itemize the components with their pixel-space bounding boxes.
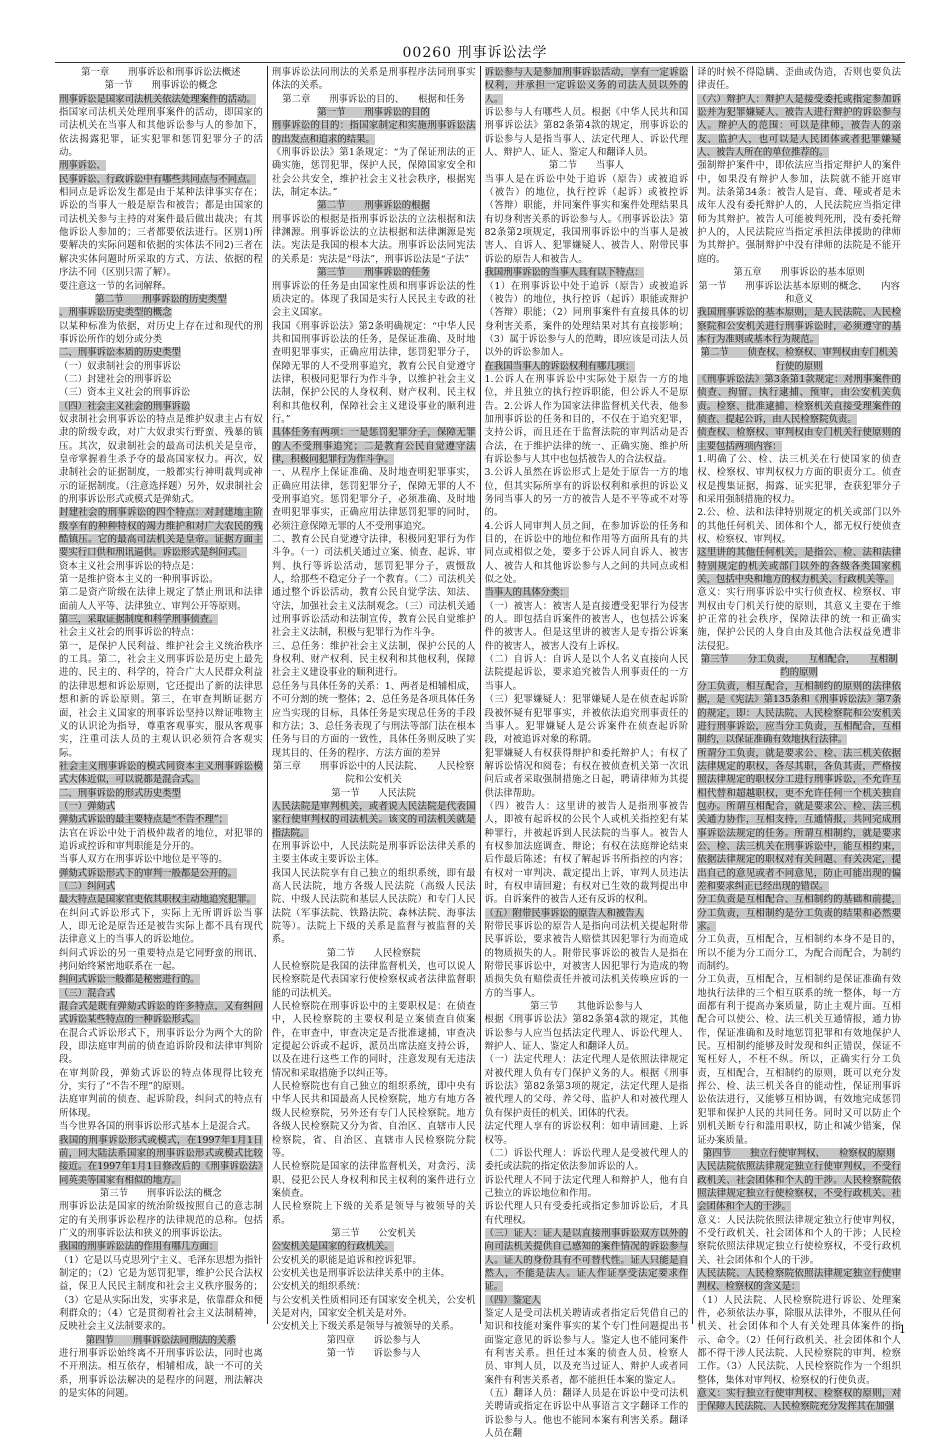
paragraph: 刑事诉讼的根据是指刑事诉讼法的立法根据和法律渊源。刑事诉讼法的立法根据和法律渊源是宪法。宪法是我国的根本大法。刑事诉讼法同宪法的关系是：宪法是“母法”，刑事诉讼法是“子法” xyxy=(271,213,476,265)
paragraph: 人民检察院在刑事诉讼中的主要职权是：在侦查中，人民检察院的主要权利是立案侦查自侦案件，在审查中，审查决定是否批准逮捕，审查决定提起公诉或不起诉，派员出席法庭支持公诉，以及在进行这些工作的同时，注意发现有无违法情况和采取措施予以纠正等。 xyxy=(271,1001,476,1079)
section-heading xyxy=(59,293,263,306)
paragraph xyxy=(59,306,263,319)
paragraph: 二、教育公民自觉遵守法律，积极同犯罪行为作斗争。（一）司法机关通过立案、侦查、起诉、审判、执行等诉讼活动，惩罚犯罪分子，震慑敌人，给那些不稳定分子一个教育。（二）司法机关通过整个诉讼活动，教育公民自觉学法、知法、守法，加强社会主义法制观念。（三）司法机关通过刑事诉讼活动和法制宣传，教育公民自觉维护社会主义法制，积极与犯罪行为作斗争。 xyxy=(271,534,476,639)
highlighted-text: 民事诉讼、行政诉讼中有哪些共同点与不同点。 xyxy=(59,173,256,185)
paragraph: 人民检察院是我国的法律监督机关，也可以说人民检察院是代表国家行使检察权或者法律监督职能的司法机关。 xyxy=(271,961,476,999)
paragraph: 鉴定人是受司法机关聘请或者指定后凭借自己的知识和技能对案件事实的某个专门性问题提出书面鉴定意见的诉讼参与人。鉴定人也不能同案件有利害关系。担任过本案的侦查人员、检察人员、审判人员，以及充当过证人、辩护人或者同案件有利害关系者，都不能担任本案的鉴定人。 xyxy=(484,1307,689,1386)
highlighted-text: 分工负责是互相配合、互相制约的基础和前提，分工负责，互相制约是分工负责的结果和必然要求。 xyxy=(697,894,901,932)
section-heading xyxy=(697,346,901,373)
highlighted-text: 公安机关是国家的行政机关。 xyxy=(271,1241,394,1253)
paragraph xyxy=(59,893,263,906)
highlighted-text: 侦查权、检察权、审判权由专门机关行使原则的主要包括两项内容： xyxy=(697,427,901,452)
paragraph xyxy=(59,813,263,826)
paragraph: 当事人是在诉讼中处于追诉（原告）或被追诉（被告）的地位，执行控诉（起诉）或被控诉（答辩）职能，并同案件事实和案件处理结果具有切身利害关系的诉讼参与人。《刑事诉讼法》第82条第2项规定，我国刑事诉讼中的当事人是被害人、自诉人、犯罪嫌疑人、被告人、附带民事诉讼的原告人和被告人。 xyxy=(484,173,689,265)
paragraph: 1.公诉人在刑事诉讼中实际处于原告一方的地位，并且独立的执行控诉职能，但公诉人不是原告。2.公诉人作为国家法律监督机关代表，他参加刑事诉讼的任务和目的，不仅在于追究犯罪，支持公诉，而且还在于监督法院的审判活动是否合法，在于维护法律的统一、正确实施、维护所有诉讼参与人其中也包括被告人的合法权益。 xyxy=(484,373,689,465)
highlighted-text: 第二节 刑事诉讼的历史类型 xyxy=(95,293,227,305)
section-heading xyxy=(697,653,901,680)
highlighted-text: 人民法院、人民检察院依照法律规定独立行使审判权、检察权的含义是： xyxy=(697,1267,901,1293)
section-heading: 第二节 人民检察院 xyxy=(326,947,421,959)
paragraph xyxy=(59,787,263,800)
paragraph: 在刑事诉讼中，人民法院是刑事诉讼法律关系的主要主体或主要诉讼主体。 xyxy=(271,840,476,866)
paragraph: 意义：实行刑事诉讼中实行侦查权、检察权、审判权由专门机关行使的原则，其意义主要在于维护正常的社会秩序，保障法律的统一和正确实施，保护公民的人身自由及其他合法权益免遭非法侵犯。 xyxy=(697,587,901,652)
highlighted-text: 当事人的具体分类： xyxy=(484,587,569,599)
section-heading: 第一章 刑事诉讼和刑事诉讼法概述 xyxy=(81,67,241,78)
highlighted-text: 第一节 刑事诉讼的目的 xyxy=(317,107,430,119)
highlighted-text: 在我国当事人的诉讼权利有哪几项： xyxy=(484,360,635,372)
column-1 xyxy=(55,66,268,1400)
paragraph: 人民检察院上下级的关系是领导与被领导的关系。 xyxy=(271,1201,476,1226)
paragraph xyxy=(485,360,689,373)
paragraph: 刑事诉讼的任务是由国家性质和刑事诉讼法的性质决定的。体现了我国是实行人民民主专政的社会主义国家。 xyxy=(271,280,476,319)
section-heading xyxy=(272,199,476,212)
paragraph: 分工负责，互相配合，互相制约本身不是目的，所以不能为分工而分工，为配合而配合，为制约而制约。 xyxy=(697,934,901,973)
section-heading xyxy=(272,266,476,279)
paragraph: 意义：人民法院依照法律规定独立行使审判权，不受行政机关、社会团体和个人的干涉；人民检察院依照法律规定独立行使检察权，不受行政机关、社会团体和个人的干涉。 xyxy=(697,1214,901,1266)
section-heading: 第一节 诉讼参与人 xyxy=(326,1348,421,1359)
highlighted-text: 二、刑事诉讼本质的历史类型 xyxy=(59,347,181,359)
paragraph: 资本主义社会刑事诉讼的特点是： xyxy=(59,560,200,572)
paragraph: 公安机关上下级关系是领导与被领导的关系。 xyxy=(271,1321,460,1333)
paragraph: 我国《刑事诉讼法》第2条明确规定：“中华人民共和国刑事诉讼法的任务，是保证准确、及时地查明犯罪事实，正确应用法律，惩罚犯罪分子，保障无罪的人不受刑事追究，教育公民自觉遵守法律，积极同犯罪行为作斗争，以维护社会主义法制，保护公民的人身权利、财产权利、民主权利和其他权利，保障社会主义建设事业的顺利进行。” xyxy=(271,320,476,425)
highlighted-text: 最大特点是国家官吏依其职权主动地追究犯罪。 xyxy=(59,894,256,906)
paragraph: 我国人民法院享有自己独立的组织系统，即有最高人民法院，地方各级人民法院（高级人民法院、中级人民法院和基层人民法院）和专门人民法院（军事法院、铁路法院、森林法院、海事法院等）。法院上下级的关系是监督与被监督的关系。 xyxy=(271,867,476,946)
paragraph: （1）人民法院、人民检察院进行诉讼、处理案件，必须依法办事，除服从法律外，不服从任何机关、社会团体和个人有关处理具体案件的指示、命令。（2）任何行政机关、社会团体和个人都不得干涉人民法院、人民检察院的审判、检察工作。（3）人民法院、人民检察院作为一个组织整体，集体对审判权、检察权的行使负责。 xyxy=(697,1294,901,1386)
paragraph xyxy=(59,1134,263,1187)
highlighted-text: 第二节 侦查权、检察权、审判权由专门机关行使的原则 xyxy=(700,347,898,372)
paragraph: （一）法定代理人：法定代理人是依照法律规定对被代理人负有专门保护义务的人。根据《刑事诉讼法》第82条第3项的规定，法定代理人是指被代理人的父母、养父母、监护人和对被代理人负有保护责任的机关、团体的代表。 xyxy=(484,1054,689,1119)
paragraph: 公安机关的组织系统： xyxy=(271,1281,366,1293)
paragraph: 第一是维护资本主义的一种刑事诉讼。 xyxy=(59,574,219,586)
page-number: 1 xyxy=(899,1323,906,1336)
highlighted-text: 我国刑事诉讼的基本原则，是人民法院、人民检察院和公安机关进行刑事诉讼时，必须遵守的基本行为准则或基本行为规范。 xyxy=(697,307,901,345)
paragraph: 指国家司法机关处理刑事案件的活动，即国家的司法机关在当事人和其他诉讼参与人的参加下，依法揭露犯罪，证实犯罪和惩罚犯罪分子的活动。 xyxy=(59,107,263,159)
column-2 xyxy=(268,66,481,1359)
paragraph: 诉讼代理人只有受委托或指定参加诉讼后，才具有代理权。 xyxy=(484,1201,689,1226)
paragraph: 法定代理人享有的诉讼权利：如申请回避、上诉权等。 xyxy=(484,1121,689,1146)
paragraph xyxy=(59,346,263,359)
paragraph xyxy=(59,1000,263,1027)
highlighted-text: 人民法院依照法律规定独立行使审判权，不受行政机关、社会团体和个人的干涉。人民检察院依照法律规定独立行使检察权，不受行政机关、社会团体和个人的干涉。 xyxy=(697,1161,901,1213)
paragraph: 总任务与具体任务的关系：1、两者是相辅相成，不可分割的统一整体；2、总任务是各项具体任务应当实现的目标，具体任务是实现总任务的手段和方法；3、总任务表现了与刑法等部门法在根本任务与目的方面的一致性，具体任务则反映了实现其目的、任务的程序、方法方面的差异 xyxy=(271,680,476,759)
highlighted-text: 封建社会的刑事诉讼的四个特点：对封建地主阶级享有的种种特权的竭力维护和对广大农民的残酷镇压。它的最高司法机关是皇帝。证据方面主要实行口供和刑讯逼供。诉讼形式是纠问式。 xyxy=(59,507,263,559)
highlighted-text: 第三，采取证据制度和科学刑事侦查。 xyxy=(59,614,219,626)
paragraph: （三）犯罪嫌疑人：犯罪嫌疑人是在侦查起诉阶段被怀疑有犯罪事实，并被依法追究刑事责任的当事人。犯罪嫌疑人是公诉案件在侦查起诉阶段，对被追诉对象的称谓。 xyxy=(484,694,689,746)
paragraph: 公安机关也是刑事诉讼法律关系中的主体。 xyxy=(271,1267,450,1279)
section-heading: 第一节 刑事诉讼法基本原则的概念、 内容和意义 xyxy=(698,280,900,305)
paragraph: 在纠问式诉讼形式下，实际上无所谓诉讼当事人，即无论是原告还是被告实际上都不具有现代法律意义上的当事人的诉讼地位。 xyxy=(59,907,263,946)
highlighted-text: 我国的刑事诉讼形式或模式，在1997年1月1日前，同大陆法系国家的刑事诉讼形式或模式比较接近。在1997年1月1日修改后的《刑事诉讼法》同英美等国家有相似的地方。 xyxy=(59,1134,263,1186)
paragraph: 纠问式诉讼的另一重要特点是它同野蛮的刑讯、拷问始终紧密地联系在一起。 xyxy=(59,947,263,973)
highlighted-text: 《刑事诉讼法》第3条第1款规定：对刑事案件的侦查、拘留、执行逮捕、预审，由公安机关负责。检察、批准逮捕、检察机关直接受理案件的侦查、提起公诉，由人民检察院负责。 xyxy=(697,373,901,425)
header-rule xyxy=(55,62,905,63)
paragraph: 公安机关的职能是追诉和控诉犯罪。 xyxy=(271,1254,422,1266)
highlighted-text: 我国的刑事诉讼法的作用有哪几方面： xyxy=(59,1241,219,1253)
paragraph: 第一，是保护人民利益、维护社会主义统治秩序的工具。第二，社会主义刑事诉讼是历史上最先进的、民主的、科学的，符合广大人民群众利益的法律思想和诉讼原则，它还提出了新的法律思想和新的诉讼原则。第三，在审查判断证据方面，社会主义国家的刑事诉讼坚持以辩证唯物主义的认识论为指导，尊重客观事实，服从客观事实，注重司法人员的主观认识必须符合客观实际。 xyxy=(59,640,263,759)
section-heading xyxy=(697,1147,901,1160)
paragraph: （二）封建社会的刑事诉讼 xyxy=(59,373,172,385)
paragraph xyxy=(59,867,263,880)
highlighted-text: 二、刑事诉讼的形式历史类型 xyxy=(59,787,181,799)
highlighted-text: （三）证人：证人是以直接刑事诉讼双方以外的向司法机关提供自己感知的案件情况的诉讼参与人。证人的身份具有不可替代性。证人只能是自然人，不能是法人。证人作证享受法定要求作证。 xyxy=(484,1227,689,1293)
paragraph: 附带民事诉讼的原告人是指向司法机关提起附带民事诉讼，要求被告人赔偿其因犯罪行为而造成的物质损失的人。附带民事诉讼的被告人是指在附带民事诉讼中，对被害人因犯罪行为造成的物质损失负有赔偿责任并被司法机关传唤应诉的一方的当事人。 xyxy=(484,921,689,999)
section-heading: 第三节 公安机关 xyxy=(331,1227,416,1239)
paragraph xyxy=(59,159,263,172)
paragraph: 分工负责，互相配合，互相制约是保证准确有效地执行法律的三个相互联系的统一整体，每一方面都有利于提高办案质量，防止主观片面。互相配合可以使公、检、法三机关互通情报，通力协作，保证准确和及时地惩罚犯罪和有效地保护人民。互相制约能够及时发现和纠正错误，保证不冤枉好人，不枉不纵。所以，正确实行分工负责，互相配合，互相制约的原则，既可以充分发挥公、检、法三机关各自的能动性，保证刑事诉讼依法进行，又能够互相协调，有效地完成惩罚犯罪和保护人民的共同任务。同时又可以防止个别机关断专行和滥用职权，防止和减少错案，保证办案质量。 xyxy=(697,974,901,1146)
paragraph: 法庭审判前的侦查、起诉阶段，纠问式的特点有所体现。 xyxy=(59,1094,263,1119)
paragraph: 在混合式诉讼形式下，刑事诉讼分为两个大的阶段，即法庭审判前的侦查追诉阶段和法律审判阶段。 xyxy=(59,1027,263,1066)
paragraph: 1.明确了公、检、法三机关在行使国家的侦查权、检察权、审判权权力方面的职责分工。侦查权是搜集证据，揭露、证实犯罪，查获犯罪分子和采用强制措施的权力。 xyxy=(697,453,901,505)
paragraph: 要注意这一节的名词解释。 xyxy=(59,280,172,292)
highlighted-text: 弹劾式诉讼形式下的审判一般都是公开的。 xyxy=(59,867,238,879)
section-heading: 第三节 刑事诉讼法的概念 xyxy=(99,1187,222,1199)
column-4 xyxy=(693,66,905,1413)
highlighted-text: 第四节 刑事诉讼法同刑法的关系 xyxy=(85,1334,236,1346)
highlighted-text: （四）鉴定人 xyxy=(484,1294,541,1306)
paragraph: 法官在诉讼中处于消极仲裁者的地位，对犯罪的追诉或控诉和审判职能是分开的。 xyxy=(59,827,263,852)
paragraph xyxy=(59,93,263,106)
section-heading: 第三章 刑事诉讼中的人民法院、 人民检察院和公安机关 xyxy=(272,760,475,786)
paragraph: （一）奴隶制社会的刑事诉讼 xyxy=(59,360,181,372)
paragraph xyxy=(59,506,263,559)
highlighted-text: 社会主义刑事诉讼的模式同资本主义刑事诉讼模式大体近似，可以说都是混合式。 xyxy=(59,760,263,786)
paragraph: 第二是资产阶级在法律上规定了禁止刑讯和法律面前人人平等、法律独立、审判公开等原则。 xyxy=(59,587,263,612)
paragraph: （一）被害人：被害人是直接遭受犯罪行为侵害的人。即包括自诉案件的被害人，也包括公诉案件的被害人。但是这里讲的被害人是专指公诉案件的被害人，被害人没有上诉权。 xyxy=(484,600,689,652)
section-heading: 第一节 刑事诉讼的概念 xyxy=(104,80,218,92)
paragraph: 4.公诉人同审判人员之间，在参加诉讼的任务和目的，在诉讼中的地位和作用等方面所具有的共同点或相似之处，要多于公诉人同自诉人、被害人、被告人和其他诉讼参与人之间的共同点或相似之处。 xyxy=(484,520,689,586)
paragraph: （四）被告人：这里讲的被告人是指刑事被告人，即被有起诉权的公民个人或机关指控犯有某种罪行，并被起诉到人民法院的当事人。被告人有权参加法庭调查、辩论；有权在法庭辩论结束后作最后陈述；有权了解起诉书所指控的内容；有权对一审判决、裁定提出上诉，审判人员违法时，有权申请回避；有权对已生效的裁判提出申诉。自诉案件的被告人还有反诉的权利。 xyxy=(484,800,689,906)
highlighted-text: 具体任务有两项：一是惩罚犯罪分子，保障无罪的人不受刑事追究；二是教育公民自觉遵守法律，积极同犯罪行为作斗争。 xyxy=(271,427,476,465)
paragraph xyxy=(485,586,689,599)
highlighted-text: 混合式是既有弹劾式诉讼的许多特点，又有纠问式诉讼某些特点的一种诉讼形式。 xyxy=(59,1001,263,1026)
paragraph xyxy=(59,1240,263,1253)
paragraph: 进行刑事诉讼始终离不开刑事诉讼法，同时也离不开刑法。相互依存，相辅相成，缺一不可的关系，刑事诉讼法解决的是程序的问题，刑法解决的是实体的问题。 xyxy=(59,1348,263,1400)
paragraph: （三）资本主义社会的刑事诉讼 xyxy=(59,387,191,399)
section-heading: 第二节 当事人 xyxy=(548,160,624,172)
highlighted-text: 第三节 分工负责， 互相配合， 互相制约的原则 xyxy=(700,654,898,679)
paragraph xyxy=(485,907,689,920)
paragraph xyxy=(697,373,901,426)
paragraph: 犯罪嫌疑人有权获得辩护和委托辩护人；有权了解诉讼情况和阅卷；有权在被侦查机关第一次讯问后或者采取强制措施之日起，聘请律师为其提供法律帮助。 xyxy=(484,747,689,799)
highlighted-text: 第三节 刑事诉讼的任务 xyxy=(317,267,430,279)
paragraph: （五）翻译人员：翻译人员是在诉讼中受司法机关聘请或指定在诉讼中从事语言文字翻译工作的诉讼参与人。他也不能同本案有利害关系。翻译人员在翻 xyxy=(484,1388,689,1440)
paragraph xyxy=(59,173,263,186)
section-heading xyxy=(272,106,476,119)
highlighted-text: 刑事诉讼的目的：指国家制定和实施刑事诉讼法的出发点和追求的结果。 xyxy=(271,120,476,145)
paragraph xyxy=(697,893,901,933)
paragraph xyxy=(59,973,263,986)
highlighted-text: （二）纠问式 xyxy=(59,880,116,892)
paragraph: 刑事诉讼法同刑法的关系是刑事程序法同刑事实体法的关系。 xyxy=(271,67,476,92)
highlighted-text: 这里讲的其他任何机关，是指公、检、法和法律特别规定的机关或部门以外的各级各类国家机关，包括中央和地方的权力机关、行政机关等。 xyxy=(697,547,901,586)
paragraph: 诉讼代理人不同于法定代理人和辩护人，他有自己独立的诉讼地位和作用。 xyxy=(484,1174,689,1199)
highlighted-text: 刑事诉讼是国家司法机关依法处理案件的活动。 xyxy=(59,93,256,105)
column-3 xyxy=(481,66,694,1440)
paragraph: 诉讼参与人有哪些人员。根据《中华人民共和国刑事诉讼法》第82条第4款的规定，刑事诉讼的诉讼参与人是指当事人、法定代理人、诉讼代理人、辩护人、证人、鉴定人和翻译人员。 xyxy=(484,107,689,159)
paragraph xyxy=(697,1387,901,1414)
paragraph xyxy=(485,266,689,279)
paragraph: 人民检察院是国家的法律监督机关，对贪污、渎职、侵犯公民人身权利和民主权利的案件进行立案侦查。 xyxy=(271,1161,476,1199)
paragraph: （二）自诉人：自诉人是以个人名义直接向人民法院提起诉讼，要求追究被告人刑事责任的一方当事人。 xyxy=(484,654,689,692)
paragraph: 一、从程序上保证准确、及时地查明犯罪事实，正确应用法律，惩罚犯罪分子，保障无罪的人不受刑事追究。惩罚犯罪分子，必须准确、及时地查明犯罪事实，正确应用法律惩罚犯罪的同时，必须注意保障无罪的人不受刑事追究。 xyxy=(271,467,476,532)
paragraph xyxy=(697,546,901,586)
highlighted-text: 分工负责，相互配合，互相制约的原则的法律依据，是《宪法》第135条和《刑事诉讼法》第7条的规定，即：人民法院、人民检察院和公安机关进行刑事诉讼，应当分工负责，互相配合，互相制约，以保证准确有效地执行法律。 xyxy=(697,680,901,746)
highlighted-text: 我国刑事诉讼的当事人具有以下特点： xyxy=(484,267,644,279)
highlighted-text: 所谓分工负责，就是要求公、检、法三机关依据法律规定的职权，各尽其职，各负其责，严格按照法律规定的职权分工进行刑事诉讼，不允许互相代替和超越职权，更不允许任何一个机关独自包办。所谓互相配合，就是要求公、检、法三机关通力协作，互相支持，互通情报，共同完成刑事诉讼法规定的任务。所谓互相制约，就是要求公、检、法三机关在刑事诉讼中，能互相约束，依据法律规定的职权对有关问题、有关决定，提出自己的意见或者不同意见，防止可能出现的偏差和要求纠正已经出现的错误。 xyxy=(697,747,901,892)
highlighted-text: 人民法院是审判机关，或者说人民法院是代表国家行使审判权的司法机关。该文的司法机关就是指法院。 xyxy=(271,800,476,839)
paragraph xyxy=(59,987,263,1000)
paragraph: 2.公、检、法和法律特别规定的机关或部门以外的其他任何机关、团体和个人，都无权行使侦查权、检察权、审判权。 xyxy=(697,507,901,546)
paragraph xyxy=(59,800,263,813)
paragraph: 当今世界各国的刑事诉讼形式基本上是混合式。 xyxy=(59,1121,256,1133)
highlighted-text: 刑事诉讼、 xyxy=(59,160,106,172)
paragraph: （1）在刑事诉讼中处于追诉（原告）或被追诉（被告）的地位，执行控诉（起诉）职能或辩护（答辩）职能；（2）同刑事案件有直接具体的切身利害关系，案件的处理结果对其有直接影响；（3）属于诉讼参与人的范畴，即应该是司法人员以外的诉讼参加人。 xyxy=(484,280,689,359)
paragraph: 相同点是诉讼发生都是由于某种法律事实存在；诉讼的当事人一般是原告和被告；都是由国家的司法机关参与主持的对案件最后做出裁决；有其他诉讼人参加的；三者都要依法进行。区别1)所要解决的实际问题和依据的实体法不同2)三者在解决实体问题时所采取的方式、方法、依据的程序法不同（区别只需了解）。 xyxy=(59,187,263,279)
section-heading: 第一节 人民法院 xyxy=(331,787,416,799)
paragraph: 刑事诉讼法是国家的统治阶级按照自己的意志制定的有关刑事诉讼程序的法律规范的总称。包括广义的刑事诉讼法和狭义的刑事诉讼法。 xyxy=(59,1201,263,1239)
highlighted-text: 意义：实行独立行使审判权、检察权的原则，对于保障人民法院、人民检察院充分发挥其在加强 xyxy=(697,1388,901,1413)
paragraph: （1）它是以马克思列宁主义、毛泽东思想为指针制定的；（2）它是为惩罚犯罪，维护公民合法权益，保卫人民民主制度和社会主义秩序服务的；（3）它是从实际出发，实事求是，依靠群众和便利群众的；（4）它是贯彻着社会主义法制精神，反映社会主义法制要求的。 xyxy=(59,1254,263,1333)
paragraph xyxy=(485,1294,689,1307)
section-heading: 第三节 其他诉讼参与人 xyxy=(530,1001,643,1013)
section-heading: 第五章 刑事诉讼的基本原则 xyxy=(733,267,865,279)
section-heading: 第四章 诉讼参与人 xyxy=(326,1334,421,1346)
paragraph xyxy=(272,1240,476,1253)
paragraph: 根据《刑事诉讼法》第82条第4款的规定，其他诉讼参与人应当包括法定代理人、诉讼代理人、辩护人、证人、鉴定人和翻译人员。 xyxy=(484,1014,689,1053)
highlighted-text: 第二节 刑事诉讼的根据 xyxy=(317,200,430,212)
highlighted-text: （六）辩护人：辩护人是接受委托或指定参加诉讼并为犯罪嫌疑人、被告人进行辩护的诉讼参与人。辩护人的范围：可以是律师，被告人的亲友、监护人，也可以是人民团体或者犯罪嫌疑人、被告人所在的单位推荐的。 xyxy=(697,93,901,159)
highlighted-text: （五）附带民事诉讼的原告人和被告人 xyxy=(484,907,644,919)
highlighted-text: 弹劾式诉讼的最主要特点是“不告不理”； xyxy=(59,814,228,826)
paragraph xyxy=(485,66,689,106)
paragraph: 社会主义社会的刑事诉讼的特点： xyxy=(59,627,200,639)
paragraph: 译的时候不得隐瞒、歪曲或伪造，否则也要负法律责任。 xyxy=(697,67,901,92)
paragraph: 三、总任务：维护社会主义法制，保护公民的人身权利、财产权利、民主权利和其他权利，保障社会主义建设事业的顺利进行。 xyxy=(271,640,476,679)
paragraph xyxy=(59,880,263,893)
paragraph: （二）诉讼代理人：诉讼代理人是受被代理人的委托或法院的指定依法参加诉讼的人。 xyxy=(484,1147,689,1173)
highlighted-text: （四）社会主义社会的刑事诉讼 xyxy=(59,400,191,412)
paragraph: 3.公诉人虽然在诉讼形式上是处于原告一方的地位，但其实际所享有的诉讼权利和承担的诉讼义务同当事人的另一方的被告人是不平等或不对等的。 xyxy=(484,467,689,519)
highlighted-text: （三）混合式 xyxy=(59,987,116,999)
paragraph xyxy=(697,680,901,747)
highlighted-text: （一）弹劾式 xyxy=(59,800,116,812)
paragraph xyxy=(272,119,476,146)
section-heading xyxy=(59,1334,263,1347)
paragraph xyxy=(697,306,901,346)
paragraph xyxy=(59,400,263,413)
paragraph xyxy=(697,93,901,160)
paragraph xyxy=(485,1227,689,1294)
paragraph: 《刑事诉讼法》第1条规定：“为了保证刑法的正确实施，惩罚犯罪，保护人民，保障国家安全和社会公共安全，维护社会主义社会秩序，根据宪法，制定本法。” xyxy=(271,147,476,199)
text-columns xyxy=(55,66,905,1440)
paragraph xyxy=(272,426,476,466)
paragraph: 与公安机关性质相同还有国家安全机关，公安机关是对内，国家安全机关是对外。 xyxy=(271,1294,476,1319)
highlighted-text: 、刑事诉讼历史类型的概念 xyxy=(59,307,172,319)
paragraph xyxy=(697,426,901,453)
paragraph xyxy=(59,613,263,626)
paragraph xyxy=(272,800,476,840)
paragraph: 当事人双方在刑事诉讼中地位是平等的。 xyxy=(59,854,228,866)
paragraph: 在审判阶段，弹劾式诉讼的特点体现得比较充分，实行了“不告不理”的原则。 xyxy=(59,1067,263,1093)
page-title: 00260 刑事诉讼法学 xyxy=(402,45,548,61)
paragraph: 以某种标准为依据，对历史上存在过和现代的刑事诉讼所作的划分或分类 xyxy=(59,320,263,345)
paragraph xyxy=(697,1160,901,1213)
paragraph xyxy=(697,1267,901,1294)
section-heading: 第二章 刑事诉讼的目的、 根据和任务 xyxy=(282,93,466,105)
highlighted-text: 第四节 独立行使审判权、 检察权的原则 xyxy=(703,1147,896,1159)
highlighted-text: 诉讼参与人是参加刑事诉讼活动，享有一定诉讼权利，并承担一定诉讼义务的司法人员以外的人。 xyxy=(484,67,689,105)
paragraph xyxy=(59,760,263,787)
paragraph xyxy=(697,747,901,894)
paragraph: 人民检察院也有自己独立的组织系统，即中央有中华人民共和国最高人民检察院，地方有地方各级人民检察院，另外还有专门人民检察院。地方各级人民检察院又分为省、自治区、直辖市人民检察院，省、自治区、直辖市人民检察院分院等。 xyxy=(271,1081,476,1159)
highlighted-text: 纠问式诉讼一般都是秘密进行的。 xyxy=(59,974,200,986)
paragraph: 奴隶制社会刑事诉讼的特点是维护奴隶主占有奴隶的阶级专政，对广大奴隶实行野蛮、残暴的镇压。其次，奴隶制社会的最高司法机关是皇帝，皇帝掌握着生杀予夺的最高国家权力。再次，奴隶制社会的证据制度，一般都实行神明裁判或神示的证据制度。（注意选择题）另外，奴隶制社会的刑事诉讼形式或模式是弹劾式。 xyxy=(59,413,263,505)
paragraph: 强制辩护案件中，即依法应当指定辩护人的案件中，如果没有辩护人参加，法院就不能开庭审判。法条第34条：被告人是盲、聋、哑或者是未成年人没有委托辩护人的，人民法院应当指定律师为其辩护。被告人可能被判死刑，没有委托辩护人的，人民法院应当指定承担法律援助的律师为其辩护。强制辩护中没有律师的法院是不能开庭的。 xyxy=(697,160,901,265)
